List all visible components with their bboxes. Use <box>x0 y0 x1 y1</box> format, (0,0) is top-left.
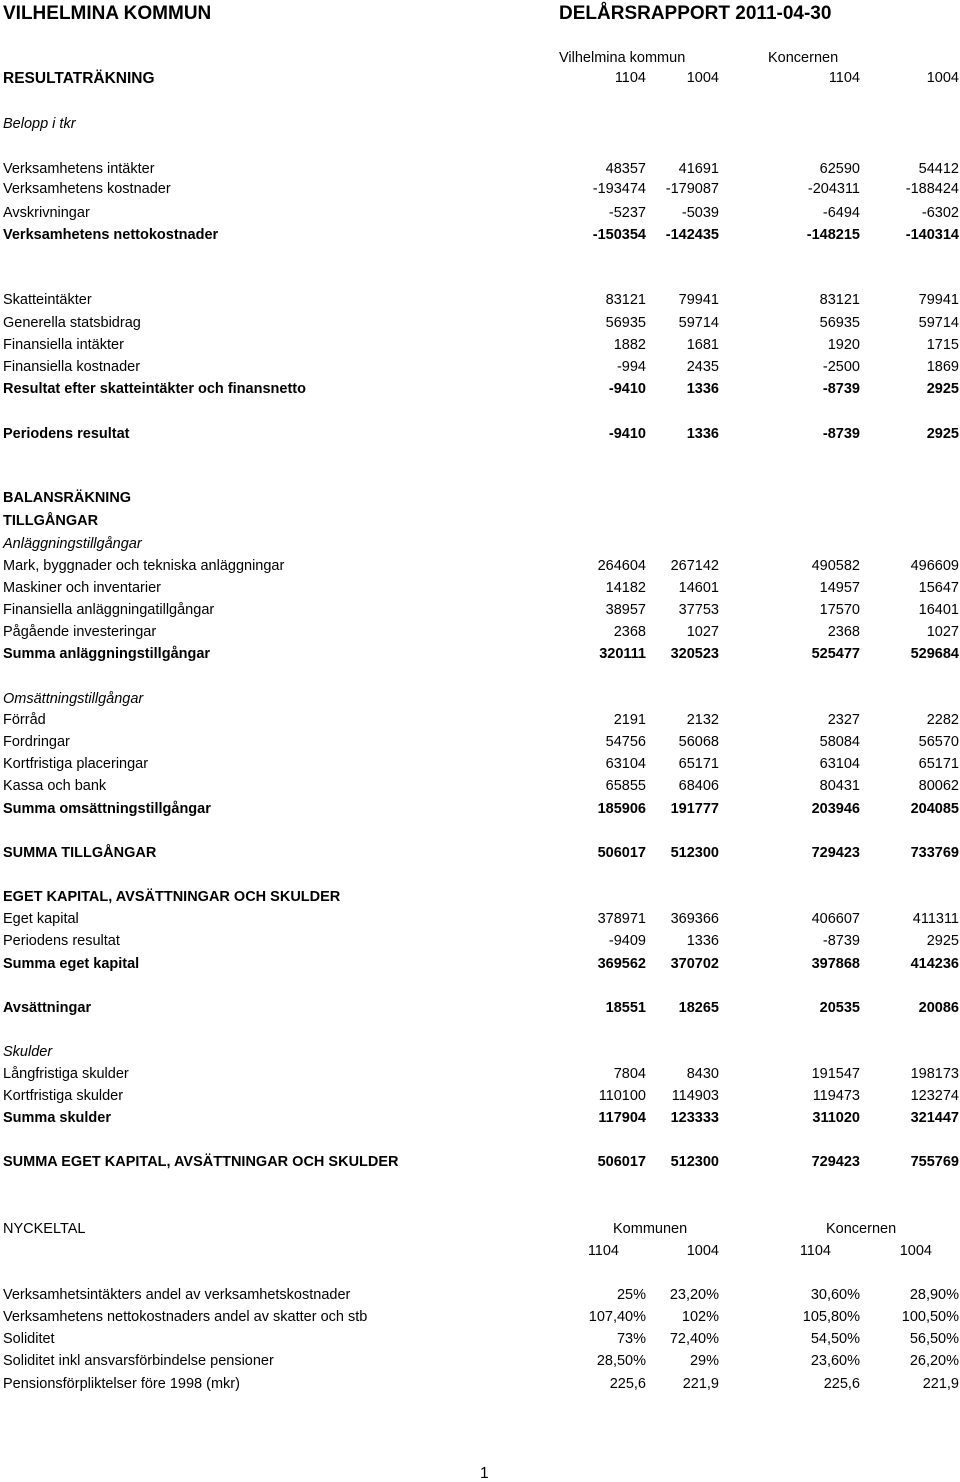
table-row-value: 23,60% <box>810 1353 860 1369</box>
column-group-label: Kommunen <box>613 1221 688 1237</box>
table-row-value: -193474 <box>592 181 646 197</box>
table-row-label: Finansiella anläggningatillgångar <box>3 602 215 618</box>
table-row-label: Summa anläggningstillgångar <box>3 646 211 662</box>
table-row-value: 80431 <box>819 778 860 794</box>
table-row-label: Skatteintäkter <box>3 292 92 308</box>
total-row-label: SUMMA TILLGÅNGAR <box>3 845 157 861</box>
table-row-value: 525477 <box>811 646 860 662</box>
table-row-value: 25% <box>616 1287 646 1303</box>
column-header: 1104 <box>799 1243 831 1259</box>
table-row-label: Kassa och bank <box>3 778 107 794</box>
table-row-value: 321447 <box>910 1110 959 1126</box>
table-row-value: 185906 <box>597 801 646 817</box>
table-row-value: 369366 <box>670 911 719 927</box>
table-row-label: Resultat efter skatteintäkter och finansnetto <box>3 381 306 397</box>
table-row-value: 30,60% <box>810 1287 860 1303</box>
section-title: BALANSRÄKNING <box>3 490 132 506</box>
group-heading: Omsättningstillgångar <box>3 691 144 707</box>
total-row-value: 733769 <box>910 845 959 861</box>
table-row-value: 28,50% <box>596 1353 646 1369</box>
table-row-value: 59714 <box>678 315 719 331</box>
table-row-label: Långfristiga skulder <box>3 1066 129 1082</box>
table-row-value: 2191 <box>613 712 646 728</box>
table-row-value: 73% <box>616 1331 646 1347</box>
table-row-label: Finansiella kostnader <box>3 359 141 375</box>
table-row-label: Eget kapital <box>3 911 79 927</box>
table-row-value: 2368 <box>827 624 860 640</box>
table-row-value: 123333 <box>670 1110 719 1126</box>
table-row-value: 378971 <box>597 911 646 927</box>
table-row-value: 48357 <box>605 161 646 177</box>
table-row-value: -8739 <box>822 381 860 397</box>
table-row-value: 100,50% <box>901 1309 959 1325</box>
total-row-label: SUMMA EGET KAPITAL, AVSÄTTNINGAR OCH SKULDER <box>3 1154 399 1170</box>
table-row-label: Maskiner och inventarier <box>3 580 161 596</box>
table-row-value: -2500 <box>822 359 860 375</box>
group-heading: Anläggningstillgångar <box>3 536 142 552</box>
table-row-value: 105,80% <box>802 1309 860 1325</box>
table-row-value: -142435 <box>665 227 719 243</box>
table-row-label: Avskrivningar <box>3 205 90 221</box>
table-row-value: 1869 <box>926 359 959 375</box>
table-row-value: 221,9 <box>922 1376 959 1392</box>
table-row-value: 496609 <box>910 558 959 574</box>
table-row-value: -6302 <box>921 205 959 221</box>
table-row-value: 56,50% <box>909 1331 959 1347</box>
table-row-value: 110100 <box>598 1088 646 1104</box>
table-row-value: -150354 <box>592 227 646 243</box>
table-row-value: 2282 <box>926 712 959 728</box>
table-row-value: 17570 <box>819 602 860 618</box>
table-row-value: 1027 <box>686 624 719 640</box>
table-row-value: 8430 <box>686 1066 719 1082</box>
table-row-value: 1336 <box>686 933 719 949</box>
table-row-label: Soliditet inkl ansvarsförbindelse pensioner <box>3 1353 274 1369</box>
table-row-label: Summa skulder <box>3 1110 111 1126</box>
section-title: NYCKELTAL <box>3 1221 86 1237</box>
table-row-value: 406607 <box>811 911 860 927</box>
table-row-label: Pensionsförpliktelser före 1998 (mkr) <box>3 1376 240 1392</box>
table-row-value: 414236 <box>910 956 959 972</box>
table-row-value: 2925 <box>926 381 959 397</box>
table-row-value: -5237 <box>608 205 646 221</box>
table-row-value: 58084 <box>819 734 860 750</box>
table-row-value: 490582 <box>811 558 860 574</box>
table-row-value: 2327 <box>827 712 860 728</box>
organization-title: VILHELMINA KOMMUN <box>3 3 212 24</box>
table-row-value: 114903 <box>671 1088 719 1104</box>
table-row-value: -6494 <box>822 205 860 221</box>
table-row-value: 119473 <box>812 1088 860 1104</box>
table-row-value: 529684 <box>910 646 959 662</box>
table-row-value: 62590 <box>819 161 860 177</box>
table-row-value: -5039 <box>681 205 719 221</box>
table-row-value: 2435 <box>686 359 719 375</box>
table-row-value: 29% <box>689 1353 719 1369</box>
table-row-value: 2925 <box>926 933 959 949</box>
table-row-value: 411311 <box>912 911 959 927</box>
table-row-value: 107,40% <box>588 1309 646 1325</box>
table-row-value: 65855 <box>605 778 646 794</box>
column-group-label: Koncernen <box>768 50 839 66</box>
table-row-label: Verksamhetens nettokostnader <box>3 227 219 243</box>
table-row-label: Generella statsbidrag <box>3 315 141 331</box>
column-header: 1004 <box>899 1243 932 1259</box>
table-row-value: -8739 <box>822 426 860 442</box>
table-row-value: 65171 <box>918 756 959 772</box>
table-row-value: 225,6 <box>609 1376 646 1392</box>
section-subtitle: TILLGÅNGAR <box>3 513 99 529</box>
table-row-value: 79941 <box>678 292 719 308</box>
table-row-value: 16401 <box>918 602 959 618</box>
column-group-label: Vilhelmina kommun <box>559 50 686 66</box>
page-number: 1 <box>480 1465 489 1482</box>
table-row-value: 63104 <box>819 756 860 772</box>
table-row-value: 37753 <box>678 602 719 618</box>
total-row-value: 729423 <box>811 845 860 861</box>
table-row-value: -204311 <box>807 181 860 197</box>
table-row-value: 1882 <box>613 337 646 353</box>
table-row-label: Förråd <box>3 712 46 728</box>
table-row-label: Fordringar <box>3 734 70 750</box>
total-row-value: 506017 <box>597 845 646 861</box>
table-row-value: 191547 <box>811 1066 860 1082</box>
table-row-value: 63104 <box>605 756 646 772</box>
total-row-value: 755769 <box>910 1154 959 1170</box>
table-row-value: 2132 <box>686 712 719 728</box>
table-row-label: Summa omsättningstillgångar <box>3 801 211 817</box>
table-row-value: 56068 <box>678 734 719 750</box>
table-row-label: Verksamhetens kostnader <box>3 181 171 197</box>
table-row-value: 102% <box>681 1309 719 1325</box>
table-row-value: 397868 <box>811 956 860 972</box>
table-row-value: 79941 <box>918 292 959 308</box>
table-row-value: -994 <box>616 359 646 375</box>
table-row-value: 2368 <box>613 624 646 640</box>
table-row-value: 68406 <box>678 778 719 794</box>
table-row-value: 1715 <box>926 337 959 353</box>
table-row-value: 203946 <box>811 801 860 817</box>
table-row-value: 56570 <box>918 734 959 750</box>
table-row-value: 65171 <box>678 756 719 772</box>
table-row-label: Verksamhetens intäkter <box>3 161 155 177</box>
total-row-value: 512300 <box>670 1154 719 1170</box>
table-row-value: 1336 <box>686 381 719 397</box>
table-row-value: 15647 <box>918 580 959 596</box>
table-row-value: 2925 <box>926 426 959 442</box>
table-row-value: 7804 <box>613 1066 646 1082</box>
total-row-value: 506017 <box>597 1154 646 1170</box>
table-row-value: 123274 <box>910 1088 959 1104</box>
table-row-value: 320523 <box>670 646 719 662</box>
table-row-label: Periodens resultat <box>3 426 130 442</box>
table-row-value: 28,90% <box>909 1287 959 1303</box>
group-heading: EGET KAPITAL, AVSÄTTNINGAR OCH SKULDER <box>3 889 341 905</box>
total-row-value: 512300 <box>670 845 719 861</box>
table-row-label: Summa eget kapital <box>3 956 140 972</box>
table-row-value: 83121 <box>605 292 646 308</box>
table-row-value: 225,6 <box>823 1376 860 1392</box>
table-row-value: 369562 <box>597 956 646 972</box>
table-row-value: 267142 <box>670 558 719 574</box>
table-row-value: 20086 <box>918 1000 959 1016</box>
report-title: DELÅRSRAPPORT 2011-04-30 <box>559 3 832 24</box>
table-row-value: 83121 <box>819 292 860 308</box>
table-row-value: -140314 <box>905 227 959 243</box>
table-row-value: 191777 <box>670 801 719 817</box>
table-row-value: 221,9 <box>682 1376 719 1392</box>
table-row-label: Soliditet <box>3 1331 55 1347</box>
table-row-value: -9410 <box>608 381 646 397</box>
table-row-label: Kortfristiga placeringar <box>3 756 149 772</box>
table-row-value: 14957 <box>819 580 860 596</box>
column-group-label: Koncernen <box>826 1221 897 1237</box>
table-row-value: 18265 <box>678 1000 719 1016</box>
table-row-label: Avsättningar <box>3 1000 92 1016</box>
table-row-value: 18551 <box>605 1000 646 1016</box>
table-row-value: 20535 <box>819 1000 860 1016</box>
column-header: 1004 <box>686 1243 719 1259</box>
table-row-value: 38957 <box>605 602 646 618</box>
table-row-value: -8739 <box>822 933 860 949</box>
table-row-value: 1681 <box>686 337 719 353</box>
column-header: 1104 <box>587 1243 619 1259</box>
table-row-value: 14182 <box>605 580 646 596</box>
table-row-label: Kortfristiga skulder <box>3 1088 124 1104</box>
table-row-value: 54412 <box>918 161 959 177</box>
table-row-value: 198173 <box>910 1066 959 1082</box>
column-header: 1104 <box>828 70 860 86</box>
table-row-label: Verksamhetsintäkters andel av verksamhetskostnader <box>3 1287 351 1303</box>
table-row-value: 264604 <box>597 558 646 574</box>
table-row-value: 14601 <box>678 580 719 596</box>
section-title: RESULTATRÄKNING <box>3 70 155 87</box>
table-row-value: 320111 <box>599 646 646 662</box>
table-row-value: 117904 <box>598 1110 646 1126</box>
column-header: 1004 <box>926 70 959 86</box>
table-row-value: 26,20% <box>909 1353 959 1369</box>
table-row-value: -148215 <box>806 227 860 243</box>
table-row-value: 41691 <box>678 161 719 177</box>
table-row-value: 72,40% <box>669 1331 719 1347</box>
table-row-value: 1027 <box>926 624 959 640</box>
table-row-value: 23,20% <box>669 1287 719 1303</box>
unit-label: Belopp i tkr <box>3 116 76 132</box>
table-row-value: 54756 <box>605 734 646 750</box>
table-row-label: Mark, byggnader och tekniska anläggningar <box>3 558 285 574</box>
table-row-value: -9410 <box>608 426 646 442</box>
table-row-value: 80062 <box>918 778 959 794</box>
table-row-value: 204085 <box>910 801 959 817</box>
column-header: 1104 <box>614 70 646 86</box>
table-row-value: -9409 <box>608 933 646 949</box>
total-row-value: 729423 <box>811 1154 860 1170</box>
table-row-value: 56935 <box>819 315 860 331</box>
table-row-label: Finansiella intäkter <box>3 337 124 353</box>
group-heading: Skulder <box>3 1044 53 1060</box>
table-row-label: Periodens resultat <box>3 933 120 949</box>
column-header: 1004 <box>686 70 719 86</box>
table-row-value: 59714 <box>918 315 959 331</box>
table-row-label: Verksamhetens nettokostnaders andel av skatter och stb <box>3 1309 368 1325</box>
table-row-value: 56935 <box>605 315 646 331</box>
table-row-value: 370702 <box>670 956 719 972</box>
table-row-value: -179087 <box>665 181 719 197</box>
table-row-value: 1336 <box>686 426 719 442</box>
table-row-value: 311020 <box>812 1110 860 1126</box>
table-row-value: 54,50% <box>810 1331 860 1347</box>
table-row-label: Pågående investeringar <box>3 624 157 640</box>
table-row-value: 1920 <box>827 337 860 353</box>
table-row-value: -188424 <box>905 181 959 197</box>
